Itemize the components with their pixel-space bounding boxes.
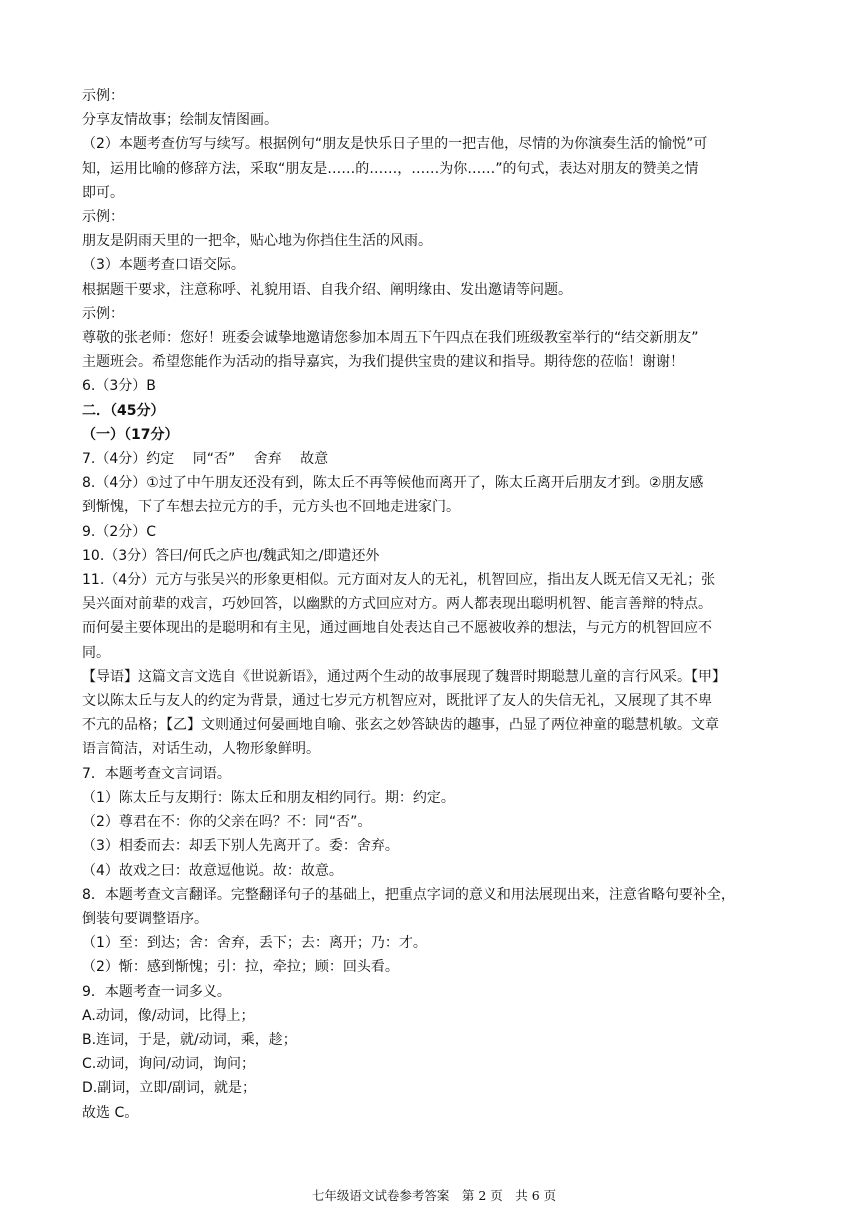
text-line: 示例： [82,88,124,104]
text-line: 【导语】这篇文言文选自《世说新语》，通过两个生动的故事展现了魏晋时期聪慧儿童的言行风采。【甲】 [82,668,726,685]
text-line: （4）故戏之曰：故意逗他说。故：故意。 [82,862,343,879]
text-line: 而何晏主要体现出的是聪明和有主见，通过画地自处表达自己不愿被收养的想法，与元方的机智回应不 [82,620,712,637]
text-line: 知，运用比喻的修辞方法，采取“朋友是……的……，……为你……”的句式，表达对朋友的赞美之情 [82,160,699,177]
subsection-heading: （一）（17分） [82,426,179,443]
text-line: 尊敬的张老师：您好！班委会诚挚地邀请您参加本周五下午四点在我们班级教室举行的“结交新朋友” [82,330,699,347]
text-line: （2）本题考查仿写与续写。根据例句“朋友是快乐日子里的一把吉他，尽情的为你演奏生活的愉悦”可 [82,136,708,153]
text-line: 9.（2分）C [82,523,157,540]
text-line: 主题班会。希望您能作为活动的指导嘉宾，为我们提供宝贵的建议和指导。期待您的莅临！谢谢！ [82,354,684,371]
text-line: 同。 [82,644,110,661]
text-line: （1）陈太丘与友期行：陈太丘和朋友相约同行。期：约定。 [82,789,455,806]
document-body [82,84,788,1125]
text-line: C.动词，询问/动词，询问； [82,1056,255,1073]
text-line: 文以陈太丘与友人的约定为背景，通过七岁元方机智应对，既批评了友人的失信无礼，又展现了其不卑 [82,693,712,710]
text-line: （3）相委而去：却丢下别人先离开了。委：舍弃。 [82,838,399,855]
text-line: 6.（3分）B [82,378,156,395]
text-line: 故选 C。 [82,1104,139,1121]
text-line: 11.（4分）元方与张吴兴的形象更相似。元方面对友人的无礼，机智回应，指出友人既无信又无礼；张 [82,572,716,589]
text-line: 即可。 [82,184,124,201]
text-line: A.动词，像/动词，比得上； [82,1007,255,1024]
text-line: 示例： [82,305,124,322]
text-line: 7.（4分）约定 同“否” 舍弃 故意 [82,451,329,468]
section-heading: 二．（45分） [82,402,165,419]
text-line: 不亢的品格；【乙】文则通过何晏画地自喻、张玄之妙答缺齿的趣事，凸显了两位神童的聪慧机敏。文章 [82,717,719,734]
text-line: 到惭愧，下了车想去拉元方的手，元方头也不回地走进家门。 [82,499,460,516]
text-line: （2）惭：感到惭愧；引：拉，牵拉；顾：回头看。 [82,959,399,976]
page-footer: 七年级语文试卷参考答案 第 2 页 共 6 页 [311,1188,557,1203]
text-line: 9．本题考查一词多义。 [82,983,231,1000]
text-line: 8.（4分）①过了中午朋友还没有到，陈太丘不再等候他而离开了，陈太丘离开后朋友才到。②朋友感 [82,475,704,492]
text-line: 吴兴面对前辈的戏言，巧妙回答，以幽默的方式回应对方。两人都表现出聪明机智、能言善辩的特点。 [82,596,712,613]
text-line: 示例： [82,209,124,226]
text-line: 倒装句要调整语序。 [82,910,208,927]
text-line: B.连词，于是，就/动词，乘，趁； [82,1031,297,1048]
text-line: （1）至：到达；舍：舍弃，丢下；去：离开；乃：才。 [82,935,427,952]
text-line: （2）尊君在不：你的父亲在吗？不：同“否”。 [82,814,372,831]
text-line: 分享友情故事；绘制友情图画。 [82,112,278,129]
text-line: 10.（3分）答曰/何氏之庐也/魏武知之/即遣还外 [82,547,380,564]
text-line: 8．本题考查文言翻译。完整翻译句子的基础上，把重点字词的意义和用法展现出来，注意省略句要补全， [82,886,735,903]
text-line: 7．本题考查文言词语。 [82,765,231,782]
text-line: 根据题干要求，注意称呼、礼貌用语、自我介绍、阐明缘由、发出邀请等问题。 [82,281,572,298]
text-line: （3）本题考查口语交际。 [82,257,245,274]
text-line: 朋友是阴雨天里的一把伞，贴心地为你挡住生活的风雨。 [82,233,432,250]
text-line: 语言简洁，对话生动，人物形象鲜明。 [82,741,320,758]
text-line: D.副词，立即/副词，就是； [82,1080,256,1097]
